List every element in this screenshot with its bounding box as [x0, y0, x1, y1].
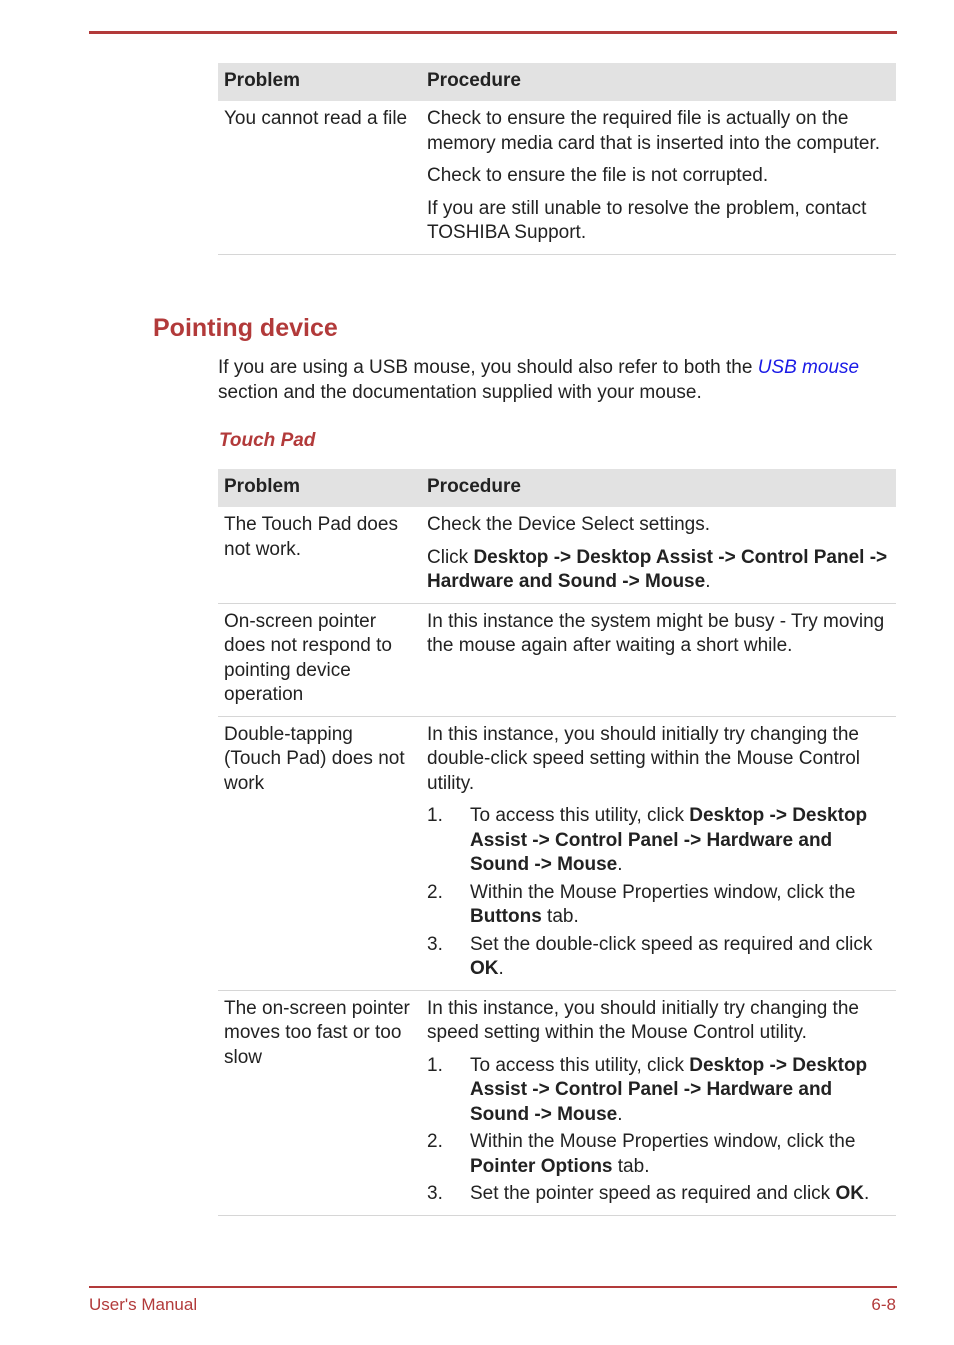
button-name: OK: [835, 1183, 864, 1204]
problem-cell: The on-screen pointer moves too fast or too slow: [218, 990, 421, 1215]
step-number: 1.: [427, 1054, 443, 1076]
procedure-paragraph: Check to ensure the required file is actually on the memory media card that is inserted into the computer.: [427, 108, 881, 154]
procedure-paragraph: In this instance the system might be busy - Try moving the mouse again after waiting a short while.: [427, 610, 885, 656]
step-text: Within the Mouse Properties window, click the: [470, 881, 856, 903]
tab-name: Buttons: [470, 906, 542, 927]
problem-cell: The Touch Pad does not work.: [218, 507, 421, 603]
procedure-paragraph: In this instance, you should initially try changing the double-click speed setting within the Mouse Control utility.: [427, 723, 861, 794]
steps-list: [427, 1054, 890, 1207]
table-row: [218, 990, 896, 1215]
procedure-paragraph: If you are still unable to resolve the problem, contact TOSHIBA Support.: [427, 197, 867, 243]
table-header-row: [218, 469, 896, 507]
step-text: Within the Mouse Properties window, click the: [470, 1131, 856, 1152]
step-text: To access this utility, click: [470, 805, 690, 826]
column-header-procedure: Procedure: [421, 63, 896, 101]
steps-list: [427, 804, 890, 982]
step-text: tab.: [541, 906, 579, 927]
step-text: .: [617, 1103, 623, 1125]
column-header-problem: Problem: [218, 63, 421, 101]
list-item: [427, 881, 890, 930]
problem-cell: On-screen pointer does not respond to pointing device operation: [218, 603, 421, 716]
column-header-problem: Problem: [218, 469, 421, 507]
section-title: Pointing device: [153, 314, 338, 342]
procedure-paragraph: In this instance, you should initially try changing the speed setting within the Mouse Control utility.: [427, 997, 859, 1043]
step-text: .: [863, 1183, 870, 1204]
step-text: tab.: [612, 1155, 650, 1177]
problem-cell: Double-tapping (Touch Pad) does not work: [218, 716, 421, 990]
table-row: [218, 716, 896, 990]
list-item: [427, 1182, 890, 1207]
list-item: [427, 933, 890, 982]
procedure-text: Click: [427, 546, 474, 568]
table-row: [218, 603, 896, 716]
list-item: [427, 1130, 890, 1179]
step-text: To access this utility, click: [470, 1054, 690, 1076]
page-number: 6-8: [871, 1295, 896, 1314]
step-text: .: [498, 958, 504, 979]
table-row: [218, 101, 896, 254]
procedure-paragraph: [427, 546, 890, 595]
button-name: OK: [470, 958, 499, 979]
footer-manual-title: User's Manual: [89, 1295, 198, 1314]
intro-text: section and the documentation supplied with your mouse.: [218, 381, 702, 403]
procedure-cell: [421, 101, 896, 254]
procedure-paragraph: Check to ensure the file is not corrupted.: [427, 165, 769, 186]
list-item: [427, 1054, 890, 1128]
problem-table-1: [218, 63, 896, 255]
step-text: Set the pointer speed as required and click: [470, 1183, 836, 1204]
procedure-cell: [421, 507, 896, 603]
step-number: 3.: [427, 1183, 443, 1204]
subsection-title: Touch Pad: [219, 430, 316, 451]
procedure-cell: [421, 716, 896, 990]
step-number: 2.: [427, 1131, 443, 1152]
problem-cell: You cannot read a file: [218, 101, 421, 254]
procedure-text: .: [705, 571, 711, 592]
menu-path: Desktop -> Desktop Assist -> Control Panel -> Hardware and Sound -> Mouse: [470, 805, 868, 875]
intro-text: If you are using a USB mouse, you should also refer to both the: [218, 357, 758, 378]
tab-name: Pointer Options: [470, 1155, 613, 1177]
menu-path: Desktop -> Desktop Assist -> Control Panel -> Hardware and Sound -> Mouse: [427, 546, 888, 592]
procedure-paragraph: Check the Device Select settings.: [427, 514, 711, 535]
step-number: 2.: [427, 881, 443, 903]
step-text: Set the double-click speed as required and click: [470, 933, 873, 955]
problem-table-2: [218, 469, 896, 1216]
table-row: [218, 507, 896, 603]
step-number: 3.: [427, 933, 443, 955]
table-header-row: [218, 63, 896, 101]
usb-mouse-link[interactable]: USB mouse: [757, 357, 860, 378]
procedure-cell: [421, 603, 896, 716]
step-text: .: [617, 854, 623, 875]
step-number: 1.: [427, 805, 443, 826]
footer-rule: [89, 1286, 897, 1288]
header-rule: [89, 31, 897, 34]
list-item: [427, 804, 890, 878]
column-header-procedure: Procedure: [421, 469, 896, 507]
menu-path: Desktop -> Desktop Assist -> Control Panel -> Hardware and Sound -> Mouse: [470, 1054, 868, 1125]
procedure-cell: [421, 990, 896, 1215]
section-intro: [218, 356, 878, 405]
